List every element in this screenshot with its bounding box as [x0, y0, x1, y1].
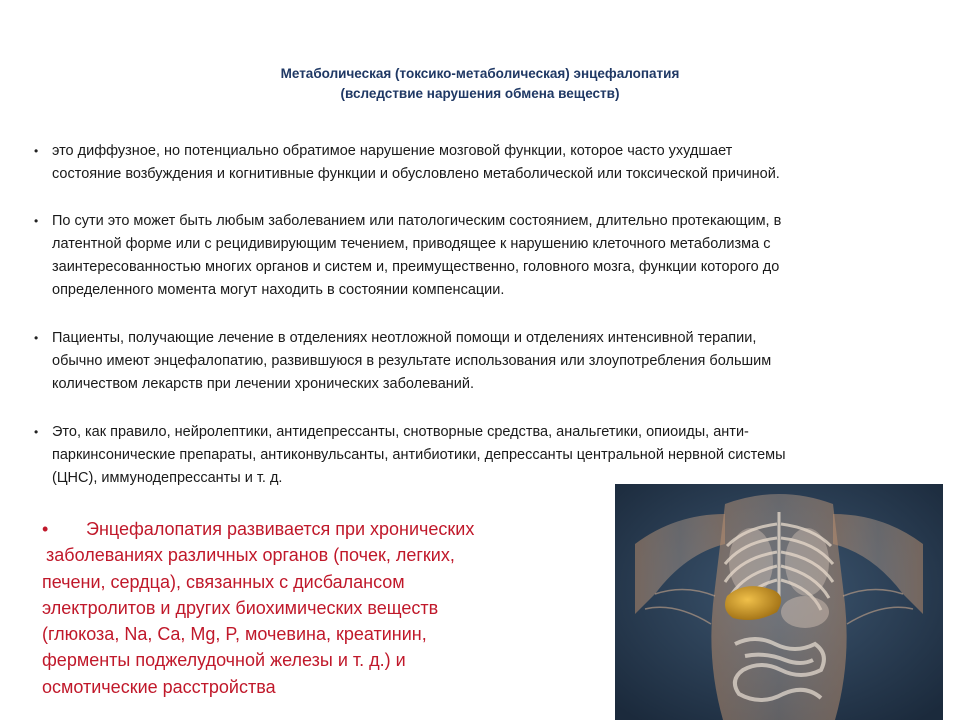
highlight-line: печени, сердца), связанных с дисбалансом	[42, 571, 405, 592]
highlight-line-text: Энцефалопатия развивается при хронических	[86, 519, 475, 539]
highlight-line	[42, 516, 562, 542]
highlight-line: электролитов и других биохимических веществ	[42, 597, 439, 618]
bullet-item	[32, 421, 932, 490]
bullet-item	[32, 327, 932, 396]
slide-title-line-1: Метаболическая (токсико-метаболическая) энцефалопатия	[280, 66, 680, 81]
anatomy-illustration	[615, 484, 943, 720]
bullet-line: • это диффузное, но потенциально обратимое нарушение мозговой функции, которое часто ухудшает	[52, 143, 733, 159]
highlight-line: ферменты поджелудочной железы и т. д.) и	[42, 650, 406, 671]
anatomy-torso-icon	[615, 484, 943, 720]
slide-title-line-2: (вследствие нарушения обмена веществ)	[340, 86, 620, 101]
bullet-item	[32, 140, 932, 186]
bullet-line: определенного момента могут находить в состоянии компенсации.	[52, 282, 505, 298]
bullet-line: заинтересованностью многих органов и систем и, преимущественно, головного мозга, функции которого до	[52, 259, 780, 275]
bullet-line: • По сути это может быть любым заболеванием или патологическим состоянием, длительно протекающим, в	[52, 213, 782, 229]
bullet-item	[32, 210, 932, 302]
bullet-line: • Это, как правило, нейролептики, антидепрессанты, снотворные средства, анальгетики, опиоиды, анти-	[52, 424, 749, 440]
slide-title	[150, 64, 810, 104]
highlight-line: заболеваниях различных органов (почек, легких,	[46, 545, 455, 566]
bullet-line: количеством лекарств при лечении хронических заболеваний.	[52, 376, 475, 392]
bullet-line: • Пациенты, получающие лечение в отделениях неотложной помощи и отделениях интенсивной терапии,	[52, 330, 757, 346]
bullet-line: (ЦНС), иммунодепрессанты и т. д.	[52, 470, 283, 486]
bullet-list	[32, 140, 932, 490]
highlight-line: осмотические расстройства	[42, 676, 276, 697]
bullet-line: состояние возбуждения и когнитивные функции и обусловлено метаболической или токсической причиной.	[52, 166, 780, 182]
bullet-line: обычно имеют энцефалопатию, развившуюся в результате использования или злоупотребления большим	[52, 353, 772, 369]
bullet-line: паркинсонические препараты, антиконвульсанты, антибиотики, депрессанты центральной нервной системы	[52, 447, 786, 463]
bullet-line: латентной форме или с рецидивирующим течением, приводящее к нарушению клеточного метаболизма с	[52, 236, 771, 252]
highlight-block	[42, 516, 562, 700]
highlight-line: (глюкоза, Na, Ca, Mg, P, мочевина, креатинин,	[42, 624, 427, 645]
highlight-bullet: •	[42, 519, 49, 539]
